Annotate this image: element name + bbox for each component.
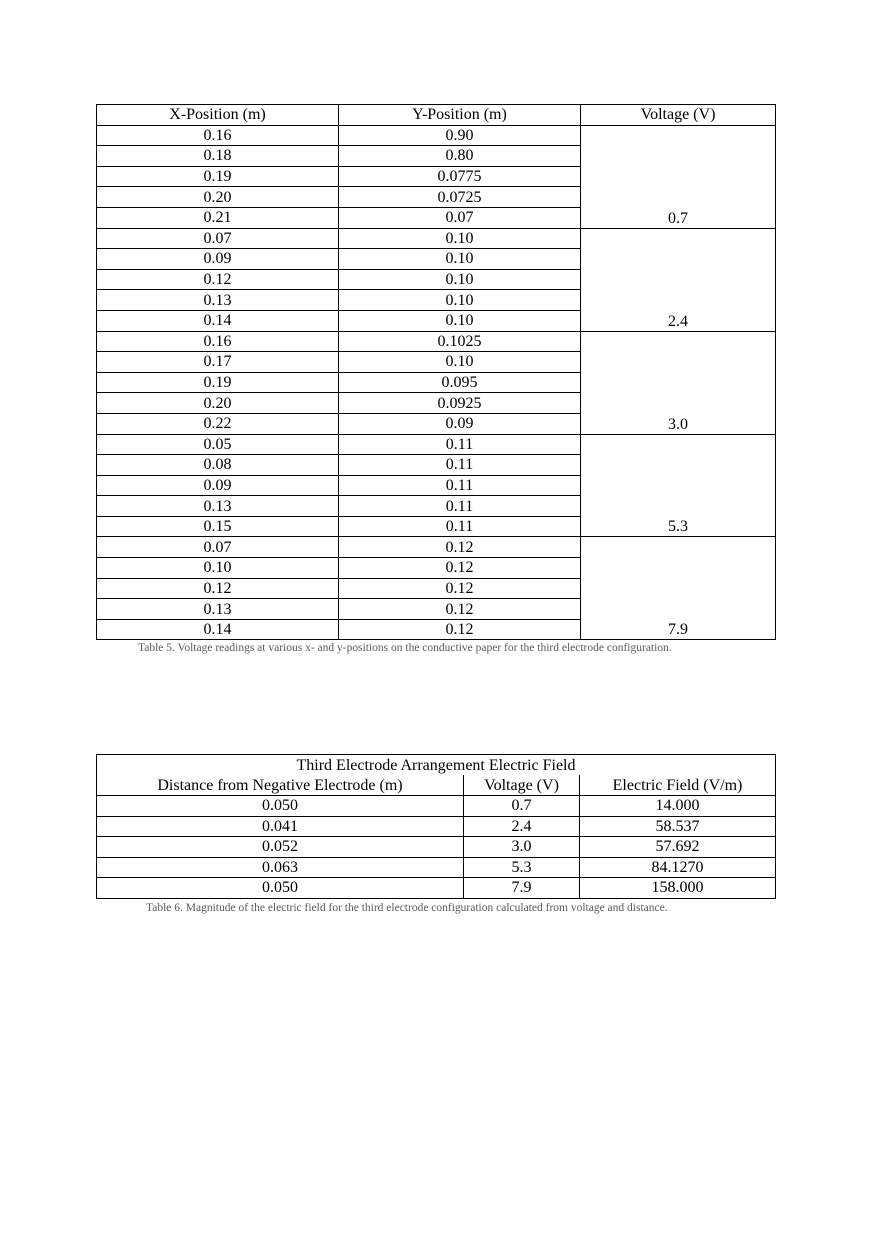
- x-position-cell: 0.16: [97, 331, 339, 352]
- x-position-cell: 0.22: [97, 413, 339, 434]
- x-position-cell: 0.09: [97, 249, 339, 270]
- x-position-cell: 0.12: [97, 578, 339, 599]
- y-position-cell: 0.10: [339, 269, 581, 290]
- x-position-cell: 0.20: [97, 187, 339, 208]
- voltage-cell: 2.4: [464, 816, 580, 837]
- table-row: [97, 331, 776, 352]
- y-position-cell: 0.11: [339, 455, 581, 476]
- electric-field-cell: 57.692: [580, 837, 776, 858]
- x-position-cell: 0.05: [97, 434, 339, 455]
- column-header-distance: Distance from Negative Electrode (m): [97, 775, 464, 796]
- y-position-cell: 0.12: [339, 619, 581, 640]
- y-position-cell: 0.11: [339, 434, 581, 455]
- voltage-cell: 3.0: [464, 837, 580, 858]
- y-position-cell: 0.07: [339, 207, 581, 228]
- x-position-cell: 0.14: [97, 310, 339, 331]
- x-position-cell: 0.12: [97, 269, 339, 290]
- table-title-row: [97, 755, 776, 776]
- y-position-cell: 0.11: [339, 475, 581, 496]
- table-row: [97, 796, 776, 817]
- column-header-electric-field: Electric Field (V/m): [580, 775, 776, 796]
- y-position-cell: 0.1025: [339, 331, 581, 352]
- y-position-cell: 0.12: [339, 558, 581, 579]
- distance-cell: 0.050: [97, 796, 464, 817]
- table-header-row: [97, 105, 776, 126]
- table-body: [97, 125, 776, 640]
- y-position-cell: 0.10: [339, 290, 581, 311]
- y-position-cell: 0.90: [339, 125, 581, 146]
- electric-field-cell: 158.000: [580, 878, 776, 899]
- x-position-cell: 0.07: [97, 537, 339, 558]
- y-position-cell: 0.10: [339, 249, 581, 270]
- x-position-cell: 0.15: [97, 516, 339, 537]
- x-position-cell: 0.13: [97, 599, 339, 620]
- table-row: [97, 125, 776, 146]
- y-position-cell: 0.10: [339, 228, 581, 249]
- y-position-cell: 0.12: [339, 537, 581, 558]
- electric-field-table: [96, 754, 776, 899]
- x-position-cell: 0.08: [97, 455, 339, 476]
- x-position-cell: 0.19: [97, 372, 339, 393]
- table-row: [97, 434, 776, 455]
- voltage-cell: 0.7: [581, 125, 776, 228]
- table-header-row: [97, 775, 776, 796]
- column-header-voltage: Voltage (V): [581, 105, 776, 126]
- distance-cell: 0.041: [97, 816, 464, 837]
- voltage-cell: 5.3: [581, 434, 776, 537]
- voltage-cell: 7.9: [464, 878, 580, 899]
- x-position-cell: 0.18: [97, 146, 339, 167]
- x-position-cell: 0.10: [97, 558, 339, 579]
- distance-cell: 0.050: [97, 878, 464, 899]
- y-position-cell: 0.0925: [339, 393, 581, 414]
- y-position-cell: 0.10: [339, 310, 581, 331]
- electric-field-cell: 14.000: [580, 796, 776, 817]
- voltage-cell: 5.3: [464, 857, 580, 878]
- y-position-cell: 0.0725: [339, 187, 581, 208]
- y-position-cell: 0.09: [339, 413, 581, 434]
- y-position-cell: 0.11: [339, 516, 581, 537]
- table-row: [97, 878, 776, 899]
- electric-field-cell: 58.537: [580, 816, 776, 837]
- table-row: [97, 857, 776, 878]
- x-position-cell: 0.13: [97, 496, 339, 517]
- electric-field-cell: 84.1270: [580, 857, 776, 878]
- table-5-caption: Table 5. Voltage readings at various x- and y-positions on the conductive paper for the third electrode configuration.: [138, 642, 672, 654]
- voltage-cell: 7.9: [581, 537, 776, 640]
- distance-cell: 0.063: [97, 857, 464, 878]
- y-position-cell: 0.80: [339, 146, 581, 167]
- table-row: [97, 537, 776, 558]
- y-position-cell: 0.12: [339, 578, 581, 599]
- y-position-cell: 0.095: [339, 372, 581, 393]
- column-header-x-position: X-Position (m): [97, 105, 339, 126]
- x-position-cell: 0.09: [97, 475, 339, 496]
- x-position-cell: 0.19: [97, 166, 339, 187]
- voltage-cell: 3.0: [581, 331, 776, 434]
- x-position-cell: 0.14: [97, 619, 339, 640]
- x-position-cell: 0.20: [97, 393, 339, 414]
- table-row: [97, 816, 776, 837]
- table-body: [97, 796, 776, 899]
- voltage-cell: 0.7: [464, 796, 580, 817]
- table-row: [97, 837, 776, 858]
- x-position-cell: 0.13: [97, 290, 339, 311]
- distance-cell: 0.052: [97, 837, 464, 858]
- column-header-y-position: Y-Position (m): [339, 105, 581, 126]
- column-header-voltage: Voltage (V): [464, 775, 580, 796]
- y-position-cell: 0.0775: [339, 166, 581, 187]
- x-position-cell: 0.17: [97, 352, 339, 373]
- voltage-readings-table: [96, 104, 776, 640]
- y-position-cell: 0.11: [339, 496, 581, 517]
- x-position-cell: 0.07: [97, 228, 339, 249]
- table-row: [97, 228, 776, 249]
- table-title: Third Electrode Arrangement Electric Field: [97, 755, 776, 776]
- y-position-cell: 0.10: [339, 352, 581, 373]
- table-6-caption: Table 6. Magnitude of the electric field for the third electrode configuration calculated from voltage and distance.: [146, 902, 668, 914]
- x-position-cell: 0.21: [97, 207, 339, 228]
- voltage-cell: 2.4: [581, 228, 776, 331]
- y-position-cell: 0.12: [339, 599, 581, 620]
- x-position-cell: 0.16: [97, 125, 339, 146]
